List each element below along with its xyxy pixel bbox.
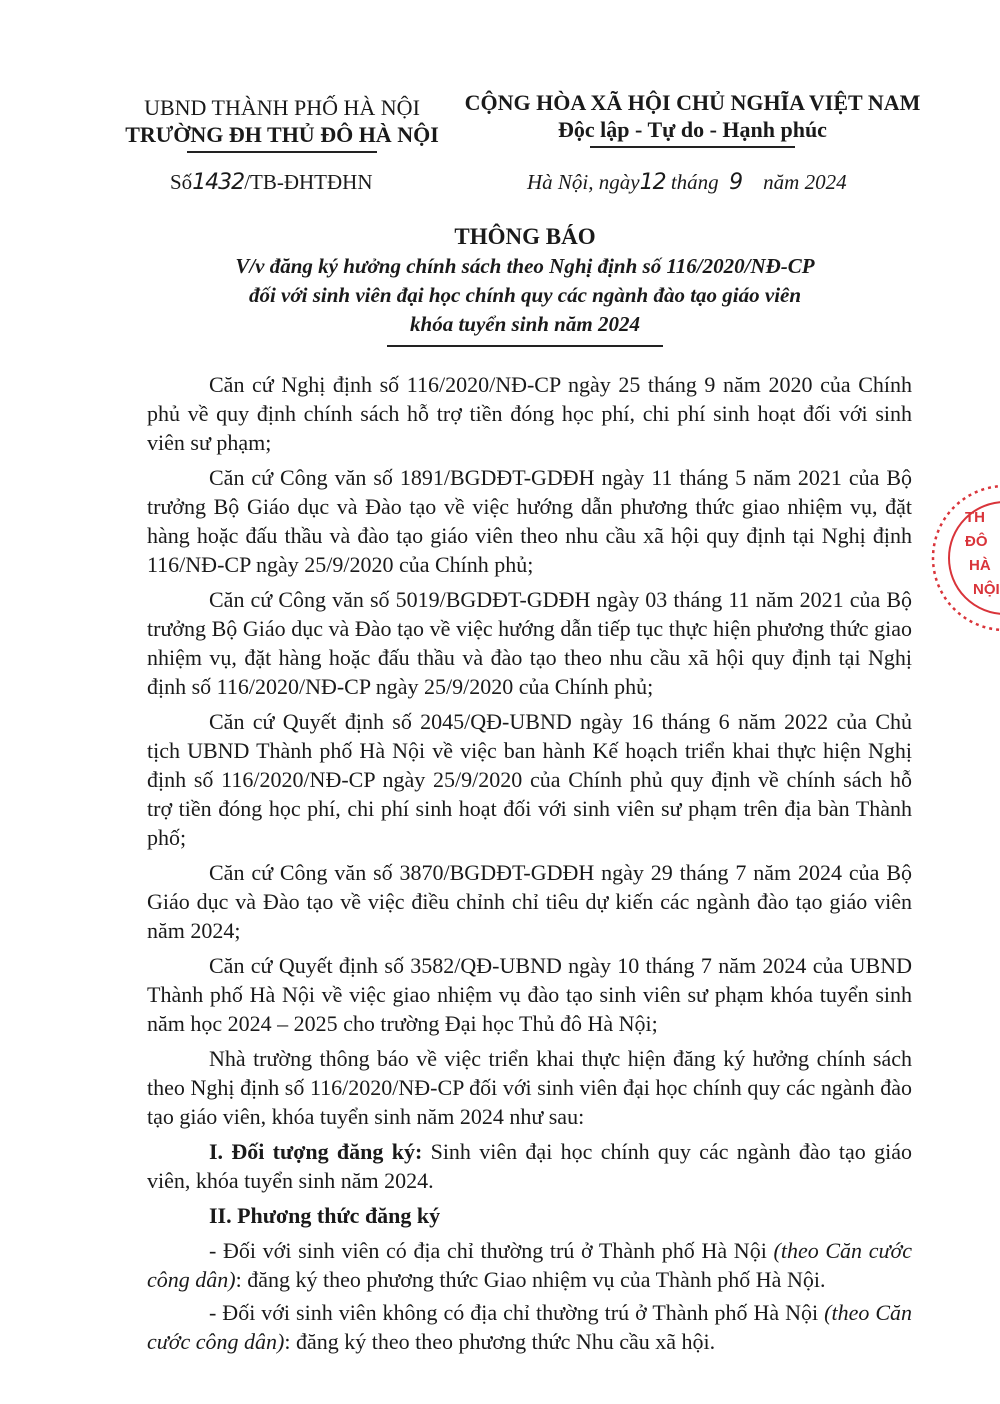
seal-text-line-4: NỘI bbox=[973, 581, 1000, 598]
school-underline bbox=[187, 151, 377, 153]
issuing-authority-block bbox=[112, 94, 452, 153]
bullet-tail: : đăng ký theo theo phương thức Nhu cầu xã hội. bbox=[284, 1329, 716, 1354]
section-1-heading: I. Đối tượng đăng ký: bbox=[209, 1139, 423, 1164]
seal-text-line-2: ĐÔ bbox=[965, 533, 988, 550]
bullet-lead: - Đối với sinh viên có địa chỉ thường trú ở Thành phố Hà Nội bbox=[209, 1238, 774, 1263]
subject-line-1: V/v đăng ký hưởng chính sách theo Nghị định số 116/2020/NĐ-CP bbox=[235, 254, 815, 278]
section-registration-method bbox=[147, 1201, 912, 1230]
title-rule bbox=[387, 345, 663, 347]
legal-basis-paragraph: Căn cứ Quyết định số 2045/QĐ-UBND ngày 16 tháng 6 năm 2022 của Chủ tịch UBND Thành phố Hà Nội về việc ban hành Kế hoạch triển khai thực hiện Nghị định số 116/2020/NĐ-CP ngày 25/9/2020 của Chính phủ quy định về chính sách hỗ trợ tiền đóng học phí, chi phí sinh hoạt đối với sinh viên sư phạm trên địa bàn Thành phố; bbox=[147, 709, 912, 850]
legal-basis-paragraph: Căn cứ Công văn số 5019/BGDĐT-GDĐH ngày 03 tháng 11 năm 2021 của Bộ trưởng Bộ Giáo dục và Đào tạo về việc hướng dẫn tiếp tục thực hiện phương thức giao nhiệm vụ, đặt hàng hoặc đấu thầu và đào tạo theo nhu cầu xã hội quy định tại Nghị định số 116/2020/NĐ-CP ngày 25/9/2020 của Chính phủ; bbox=[147, 587, 912, 699]
date-month-handwritten: 9 bbox=[729, 170, 743, 195]
document-title: THÔNG BÁO bbox=[454, 224, 596, 249]
legal-basis-paragraph: Căn cứ Quyết định số 3582/QĐ-UBND ngày 10 tháng 7 năm 2024 của UBND Thành phố Hà Nội về việc giao nhiệm vụ đào tạo sinh viên sư phạm khóa tuyển sinh năm học 2024 – 2025 cho trường Đại học Thủ đô Hà Nội; bbox=[147, 953, 912, 1036]
section-1-text: Sinh viên đại học chính quy các ngành đào tạo giáo viên, khóa tuyển sinh năm 2024. bbox=[147, 1139, 912, 1193]
document-number-suffix: /TB-ĐHTĐHN bbox=[244, 170, 373, 194]
subject-line-2: đối với sinh viên đại học chính quy các ngành đào tạo giáo viên bbox=[248, 283, 802, 307]
legal-basis-paragraph: Căn cứ Nghị định số 116/2020/NĐ-CP ngày 25 tháng 9 năm 2020 của Chính phủ về quy định chính sách hỗ trợ tiền đóng học phí, chi phí sinh hoạt đối với sinh viên sư phạm; bbox=[147, 372, 912, 455]
school-name: TRƯỜNG ĐH THỦ ĐÔ HÀ NỘI bbox=[125, 122, 439, 147]
seal-text-line-1: TH bbox=[965, 509, 985, 526]
section-2-heading: II. Phương thức đăng ký bbox=[209, 1203, 441, 1228]
legal-basis-paragraph: Căn cứ Công văn số 3870/BGDĐT-GDĐH ngày 29 tháng 7 năm 2024 của Bộ Giáo dục và Đào tạo về việc điều chỉnh chỉ tiêu dự kiến các ngành đào tạo giáo viên năm 2024; bbox=[147, 860, 912, 943]
motto-underline bbox=[590, 146, 795, 148]
issue-date bbox=[527, 170, 847, 195]
legal-basis-paragraph: Căn cứ Công văn số 1891/BGDĐT-GDĐH ngày 11 tháng 5 năm 2021 của Bộ trưởng Bộ Giáo dục và Đào tạo về việc hướng dẫn phương thức giao nhiệm vụ, đặt hàng hoặc đấu thầu và đào tạo giáo viên theo nhu cầu xã hội quy định tại Nghị định 116/NĐ-CP ngày 25/9/2020 của Chính phủ; bbox=[147, 465, 912, 577]
date-day-handwritten: 12 bbox=[639, 170, 666, 195]
bullet-italic-note: (theo Căn cước công dân) bbox=[147, 1238, 912, 1292]
document-number-handwritten: 1432 bbox=[192, 170, 245, 195]
document-number bbox=[170, 170, 373, 195]
bullet-lead: - Đối với sinh viên không có địa chỉ thường trú ở Thành phố Hà Nội bbox=[209, 1300, 825, 1325]
date-year: năm 2024 bbox=[763, 170, 847, 194]
date-place-prefix: Hà Nội, ngày bbox=[527, 170, 640, 194]
date-month-label: tháng bbox=[670, 170, 719, 194]
national-title-block bbox=[455, 89, 930, 148]
registration-bullet bbox=[147, 1298, 912, 1356]
document-title-block bbox=[100, 222, 950, 347]
section-eligible-subjects bbox=[147, 1137, 912, 1195]
national-title: CỘNG HÒA XÃ HỘI CHỦ NGHĨA VIỆT NAM bbox=[464, 90, 921, 115]
bullet-tail: : đăng ký theo phương thức Giao nhiệm vụ của Thành phố Hà Nội. bbox=[235, 1267, 826, 1292]
seal-text-line-3: HÀ bbox=[969, 557, 991, 574]
subject-line-3: khóa tuyển sinh năm 2024 bbox=[410, 312, 640, 336]
document-body bbox=[147, 370, 912, 1360]
parent-organization: UBND THÀNH PHỐ HÀ NỘI bbox=[144, 95, 420, 120]
bullet-italic-note: (theo Căn cước công dân) bbox=[147, 1300, 912, 1354]
national-motto: Độc lập - Tự do - Hạnh phúc bbox=[558, 117, 827, 142]
announcement-intro-paragraph: Nhà trường thông báo về việc triển khai thực hiện đăng ký hưởng chính sách theo Nghị định số 116/2020/NĐ-CP đối với sinh viên đại học chính quy các ngành đào tạo giáo viên, khóa tuyển sinh năm 2024 như sau: bbox=[147, 1046, 912, 1129]
document-number-prefix: Số bbox=[170, 170, 193, 194]
official-seal-stamp bbox=[925, 478, 1000, 638]
registration-bullet bbox=[147, 1236, 912, 1294]
